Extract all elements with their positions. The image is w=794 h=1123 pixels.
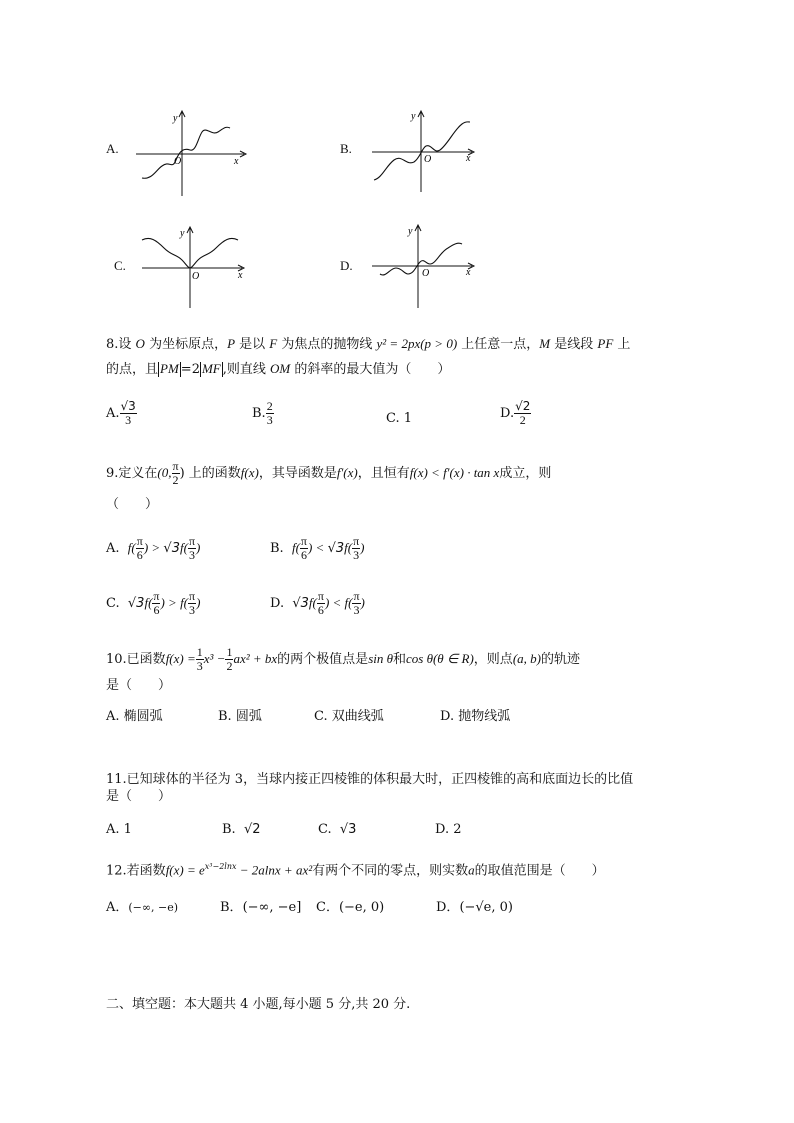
q12-option-a: A．(−∞, −e) <box>106 900 179 915</box>
option-c-label: C. <box>114 258 126 273</box>
q8-parabola-equation: y² = 2px(p > 0) <box>376 336 458 351</box>
q10-line2: 是（ ） <box>106 678 172 693</box>
q11-line2: 是（ ） <box>106 789 172 804</box>
q9-option-c: C. √3f( $\frac{\pi}{6}$ ) > f( $\frac{\pi}{3}$ ) <box>106 589 201 617</box>
q9-paren: （ ） <box>106 497 159 512</box>
q9-option-d: D. √3f( $\frac{\pi}{6}$ ) < f( $\frac{\pi}{3}$ ) <box>270 589 365 617</box>
q9-line1: 9.定义在(0, $\frac{\pi}{2}$ ) 上的函数f(x)，其导函数是f′(x)，且恒有f(x) < f′(x) · tan x成立，则 <box>106 459 552 487</box>
q12-option-c: C．(−e, 0) <box>316 900 385 915</box>
graph-b <box>368 108 498 200</box>
q12-line1: 12.若函数$f(x) = e^{x^3-2lnx} - 2alnx + ax^2$有两个不同的零点，则实数a的取值范围是（ ） <box>106 862 605 879</box>
q11-option-d: D. 2 <box>435 822 462 837</box>
graph-d-y: y <box>408 226 413 237</box>
graph-d-x: x <box>466 267 471 278</box>
q8-line1: 8.设 O 为坐标原点，P 是以 F 为焦点的抛物线 y² = 2px(p > 0) 上任意一点，M 是线段 PF 上 <box>106 336 631 352</box>
graph-d <box>368 222 498 312</box>
q11-option-a: A. 1 <box>106 822 132 837</box>
q10-option-d: D. 抛物线弧 <box>440 709 511 724</box>
q11-option-b: B. √2 <box>222 822 261 837</box>
graph-a-x: x <box>234 156 239 167</box>
graph-b-x: x <box>466 153 471 164</box>
graph-c-origin: O <box>192 271 200 282</box>
graph-a-origin: O <box>174 156 182 167</box>
graph-c <box>138 224 258 312</box>
q8-option-d: D. $\frac{√2}{2}$ <box>500 399 531 427</box>
q10-option-b: B. 圆弧 <box>218 709 262 724</box>
q12-option-b: B．(−∞, −e] <box>220 900 302 915</box>
q10-line1: 10.已函数f(x) = $\frac{1}{3}$ x³ − $\frac{1}{2}$ ax² + bx的两个极值点是sin θ和cos θ(θ ∈ R)，则点(a, b)的轨迹 <box>106 645 580 673</box>
graph-c-x: x <box>238 270 243 281</box>
option-d-label: D. <box>340 258 353 273</box>
q9-inequality: f(x) < f′(x) · tan x <box>409 465 500 480</box>
option-a-label: A. <box>106 141 119 156</box>
graph-a <box>130 108 260 200</box>
q10-option-a: A. 椭圆弧 <box>106 709 163 724</box>
graph-b-origin: O <box>424 154 432 165</box>
graph-b-y: y <box>411 111 416 122</box>
q8-option-a: A. $\frac{√3}{3}$ <box>106 399 136 427</box>
q11-option-c: C. √3 <box>318 822 357 837</box>
graph-a-y: y <box>173 113 178 124</box>
q12-option-d: D．(−√e, 0) <box>436 900 513 915</box>
q8-line2: 的点，且 PM =2 MF ,则直线 OM 的斜率的最大值为（ ） <box>106 361 451 377</box>
q8-option-c: C. 1 <box>386 411 413 426</box>
q9-option-b: B. f( $\frac{\pi}{6}$ ) < √3f( $\frac{\pi}{3}$ ) <box>270 534 365 562</box>
q10-option-c: C. 双曲线弧 <box>314 709 384 724</box>
section-2-heading: 二、填空题：本大题共 4 小题,每小题 5 分,共 20 分. <box>106 997 411 1012</box>
graph-d-origin: O <box>422 268 430 279</box>
q11-line1: 11.已知球体的半径为 3，当球内接正四棱锥的体积最大时，正四棱锥的高和底面边长的比值 <box>106 772 634 787</box>
graph-c-y: y <box>180 228 185 239</box>
q9-option-a: A. f( $\frac{\pi}{6}$ ) > √3f( $\frac{\pi}{3}$ ) <box>106 534 201 562</box>
q8-option-b: B. $\frac{2}{3}$ <box>252 399 273 427</box>
option-b-label: B. <box>340 141 352 156</box>
